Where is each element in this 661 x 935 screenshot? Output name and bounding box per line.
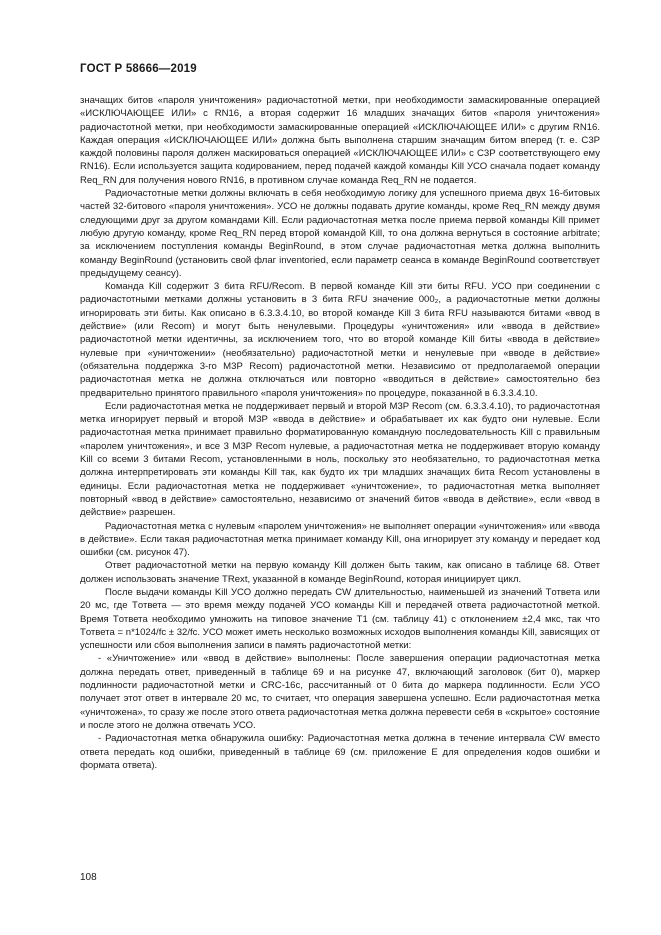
document-header: ГОСТ Р 58666—2019 xyxy=(80,63,197,75)
paragraph: значащих битов «пароля уничтожения» радиочастотной метки, при необходимости замаскированные операцией «ИСКЛЮЧАЮЩЕЕ ИЛИ» с RN16, а вторая содержит 16 младших значащих битов «пароля уничтожения» радиочастотной метки, при необходимости замаскированные операцией «ИСКЛЮЧАЮЩЕЕ ИЛИ» с другим RN16. Каждая операция «ИСКЛЮЧАЮЩЕЕ ИЛИ» должна быть выполнена старшим значащим битом вперед (т. е. С3Р каждой половины пароля должен маскироваться операцией «ИСКЛЮЧАЮЩЕЕ ИЛИ» с С3Р соответствующего ему RN16). Если используется защита кодированием, перед подачей каждой команды Kill УСО сначала подает команду Req_RN для получения нового RN16, в противном случае команда Req_RN не подается. xyxy=(80,95,600,186)
page-number: 108 xyxy=(80,872,97,883)
paragraph: Радиочастотные метки должны включать в себя необходимую логику для успешного приема двух 16-битовых частей 32-битового «пароля уничтожения». УСО не должны подавать другие команды, кроме Req_RN между двумя следующими друг за другом командами Kill. Если радиочастотная метка после приема первой команды Kill примет любую другую команду, кроме Req_RN перед второй командой Kill, то она должна вернуться в состояние arbitrate; за исключением поступления команды BeginRound, в этом случае радиочастотная метка должна выполнить команду BeginRound (установить свой флаг inventoried, если параметр сеанса в команде BeginRound соответствует предыдущему сеансу). xyxy=(80,188,600,279)
paragraph: Радиочастотная метка с нулевым «паролем уничтожения» не выполняет операции «уничтожения» или «ввода в действие». Если такая радиочастотная метка принимает команду Kill, она игнорирует эту команду и передает код ошибки (см. рисунок 47). xyxy=(80,520,600,559)
paragraph: Если радиочастотная метка не поддерживает первый и второй М3Р Recom (см. 6.3.3.4.10), то радиочастотная метка игнорирует первый и второй М3Р «ввода в действие» и обрабатывает их как будто они нулевые. Если радиочастотная метка принимает правильно форматированную командную последовательность Kill с правильным «паролем уничтожения», и все 3 М3Р Recom нулевые, а радиочастотная метка не поддерживает вторую команду Kill со всеми 3 битами Recom, установленными в ноль, поскольку это необязательно, то радиочастотная метка должна интерпретировать эти команды Kill так, как будто их три младших значащих бита Recom установлены в единицы. Если радиочастотная метка не поддерживает «уничтожение», то радиочастотная метка выполняет повторный «ввод в действие» самостоятельно, независимо от значений битов «ввода в действие», если «ввод в действие» разрешен. xyxy=(80,400,600,519)
list-item: - «Уничтожение» или «ввод в действие» выполнены: После завершения операции радиочастотная метка должна передать ответ, приведенный в таблице 69 и на рисунке 47, включающий заголовок (бит 0), маркер подлинности радиочастотной метки и CRC-16c, рассчитанный от 0 бита до маркера подлинности. Если УСО получает этот ответ в интервале 20 мс, то считает, что операция завершена успешно. Если радиочастотная метка «уничтожена», то сразу же после этого ответа радиочастотная метка должна перевести себя в «скрытое» состояние и после этого не должна отвечать УСО. xyxy=(80,653,600,731)
document-body xyxy=(80,94,600,772)
list-item: - Радиочастотная метка обнаружила ошибку: Радиочастотная метка должна в течение интервала CW вместо ответа передать код ошибки, приведенный в таблице 69 (см. приложение Е для определения кодов ошибки и формата ответа). xyxy=(80,733,600,771)
paragraph: Ответ радиочастотной метки на первую команду Kill должен быть таким, как описано в таблице 68. Ответ должен использовать значение TRext, указанной в команде BeginRound, которая инициирует цикл. xyxy=(80,560,600,585)
paragraph: Команда Kill содержит 3 бита RFU/Recom. В первой команде Kill эти биты RFU. УСО при соединении с радиочастотными метками должны установить в 3 бита RFU значение 000₂, а радиочастотные метки должны игнорировать эти биты. Как описано в 6.3.3.4.10, во второй команде Kill 3 бита RFU называются битами «ввод в действие» (или Recom) и могут быть ненулевыми. Процедуры «уничтожения» или «ввода в действие» радиочастотной метки идентичны, за исключением того, что во второй команде Kill биты «ввода в действие» нулевые при «уничтожении» (необязательно) радиочастотной метки и ненулевые при «вводе в действие» (обязательна поддержка 3-го М3Р Recom) радиочастотной метки. Независимо от предполагаемой операции радиочастотная метка не должна отключаться или повторно «вводиться в действие» самостоятельно без предварительно принятого правильного «пароля уничтожения» по процедуре, показанной в 6.3.3.4.10. xyxy=(80,281,600,399)
paragraph: После выдачи команды Kill УСО должно передать CW длительностью, наименьшей из значений Tответа или 20 мс, где Tответа — это время между подачей УСО команды Kill и передачей ответа радиочастотной меткой. Время Tответа необходимо умножить на типовое значение T1 (см. таблицу 41) с отклонением ±2,4 мкс, так что Tответа = n*1024/fс ± 32/fс. УСО может иметь несколько возможных исходов выполнения команды Kill, зависящих от успешности или сбоя выполнения записи в память радиочастотной метки: xyxy=(80,586,600,652)
